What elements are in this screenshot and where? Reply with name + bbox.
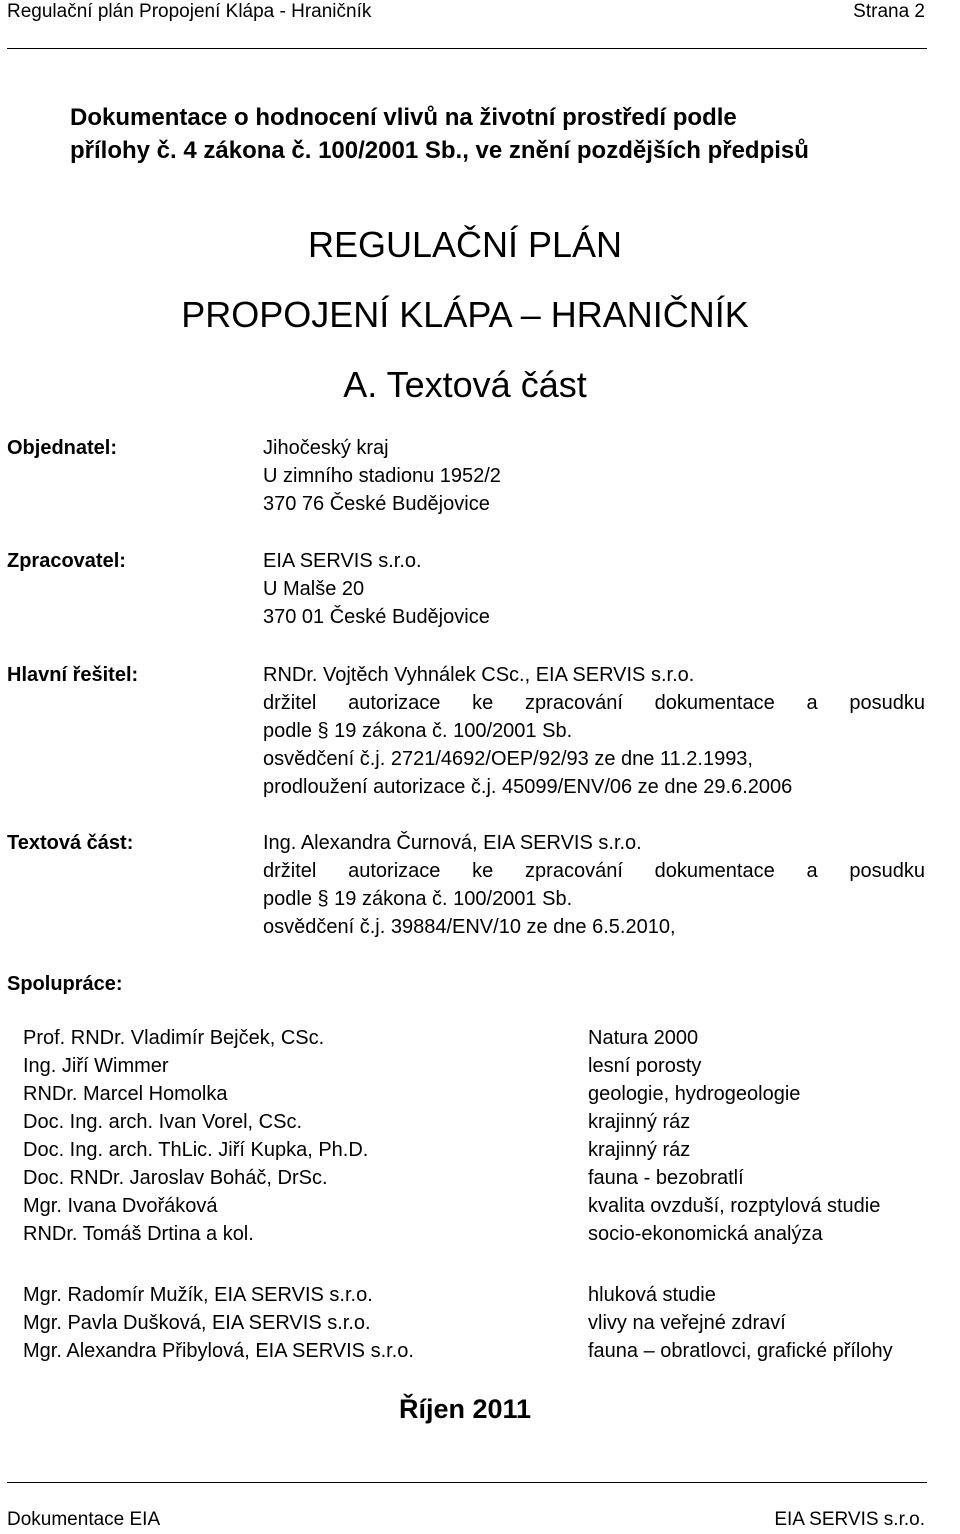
collaborator-name: Mgr. Radomír Mužík, EIA SERVIS s.r.o.: [23, 1284, 373, 1306]
collaborator-topic: vlivy na veřejné zdraví: [588, 1312, 786, 1334]
collaborator-topic: krajinný ráz: [588, 1139, 691, 1161]
textova-label: Textová část:: [7, 832, 134, 854]
collaborator-name: Prof. RNDr. Vladimír Bejček, CSc.: [23, 1027, 325, 1049]
collaborator-name: Ing. Jiří Wimmer: [23, 1055, 169, 1077]
collaborator-name: Mgr. Pavla Dušková, EIA SERVIS s.r.o.: [23, 1312, 371, 1334]
plan-title-1: REGULAČNÍ PLÁN: [307, 224, 623, 265]
collaborator-topic: Natura 2000: [588, 1027, 699, 1049]
textova-law: podle § 19 zákona č. 100/2001 Sb.: [263, 888, 573, 910]
textova-certificate: osvědčení č.j. 39884/ENV/10 ze dne 6.5.2010,: [263, 916, 676, 938]
collaborator-topic: kvalita ovzduší, rozptylová studie: [588, 1195, 881, 1217]
hlavni-name: RNDr. Vojtěch Vyhnálek CSc., EIA SERVIS s.r.o.: [263, 664, 695, 686]
collaborator-topic: hluková studie: [588, 1284, 716, 1306]
collaborator-topic: fauna - bezobratlí: [588, 1167, 744, 1189]
plan-title-2: PROPOJENÍ KLÁPA – HRANIČNÍK: [181, 294, 749, 335]
hlavni-extension: prodloužení autorizace č.j. 45099/ENV/06 ze dne 29.6.2006: [263, 776, 793, 798]
document-date: Říjen 2011: [398, 1394, 532, 1424]
hlavni-label: Hlavní řešitel:: [7, 664, 139, 686]
header-rule: [7, 48, 927, 49]
doc-title-line1: Dokumentace o hodnocení vlivů na životní prostředí podle: [70, 104, 737, 131]
zpracovatel-line2: U Malše 20: [263, 578, 365, 600]
spoluprace-label: Spolupráce:: [7, 973, 123, 995]
plan-title-3: A. Textová část: [343, 364, 587, 405]
objednatel-line1: Jihočeský kraj: [263, 437, 389, 459]
footer-rule: [7, 1482, 927, 1483]
page-header-title: Regulační plán Propojení Klápa - Hraničník: [7, 1, 372, 22]
collaborator-topic: krajinný ráz: [588, 1111, 691, 1133]
zpracovatel-line1: EIA SERVIS s.r.o.: [263, 550, 422, 572]
doc-title-line2: přílohy č. 4 zákona č. 100/2001 Sb., ve znění pozdějších předpisů: [70, 137, 809, 164]
collaborator-name: Doc. Ing. arch. Ivan Vorel, CSc.: [23, 1111, 303, 1133]
footer-left: Dokumentace EIA: [7, 1509, 161, 1530]
textova-authorization: držitel autorizace ke zpracování dokumentace a posudku: [263, 860, 925, 882]
hlavni-law: podle § 19 zákona č. 100/2001 Sb.: [263, 720, 573, 742]
zpracovatel-label: Zpracovatel:: [7, 550, 126, 572]
objednatel-line3: 370 76 České Budějovice: [263, 493, 490, 515]
collaborator-topic: lesní porosty: [588, 1055, 702, 1077]
collaborator-name: Mgr. Alexandra Přibylová, EIA SERVIS s.r.o.: [23, 1340, 414, 1362]
collaborator-name: Mgr. Ivana Dvořáková: [23, 1195, 218, 1217]
collaborator-name: RNDr. Tomáš Drtina a kol.: [23, 1223, 254, 1245]
objednatel-line2: U zimního stadionu 1952/2: [263, 465, 501, 487]
collaborator-topic: socio-ekonomická analýza: [588, 1223, 823, 1245]
collaborator-name: RNDr. Marcel Homolka: [23, 1083, 228, 1105]
page-number: Strana 2: [853, 1, 925, 22]
collaborator-name: Doc. RNDr. Jaroslav Boháč, DrSc.: [23, 1167, 328, 1189]
collaborator-topic: fauna – obratlovci, grafické přílohy: [588, 1340, 893, 1362]
collaborator-topic: geologie, hydrogeologie: [588, 1083, 801, 1105]
footer-right: EIA SERVIS s.r.o.: [774, 1509, 925, 1530]
zpracovatel-line3: 370 01 České Budějovice: [263, 606, 490, 628]
textova-name: Ing. Alexandra Čurnová, EIA SERVIS s.r.o.: [263, 832, 642, 854]
hlavni-certificate: osvědčení č.j. 2721/4692/OEP/92/93 ze dne 11.2.1993,: [263, 748, 753, 770]
collaborator-name: Doc. Ing. arch. ThLic. Jiří Kupka, Ph.D.: [23, 1139, 369, 1161]
objednatel-label: Objednatel:: [7, 437, 118, 459]
hlavni-authorization: držitel autorizace ke zpracování dokumentace a posudku: [263, 692, 925, 714]
